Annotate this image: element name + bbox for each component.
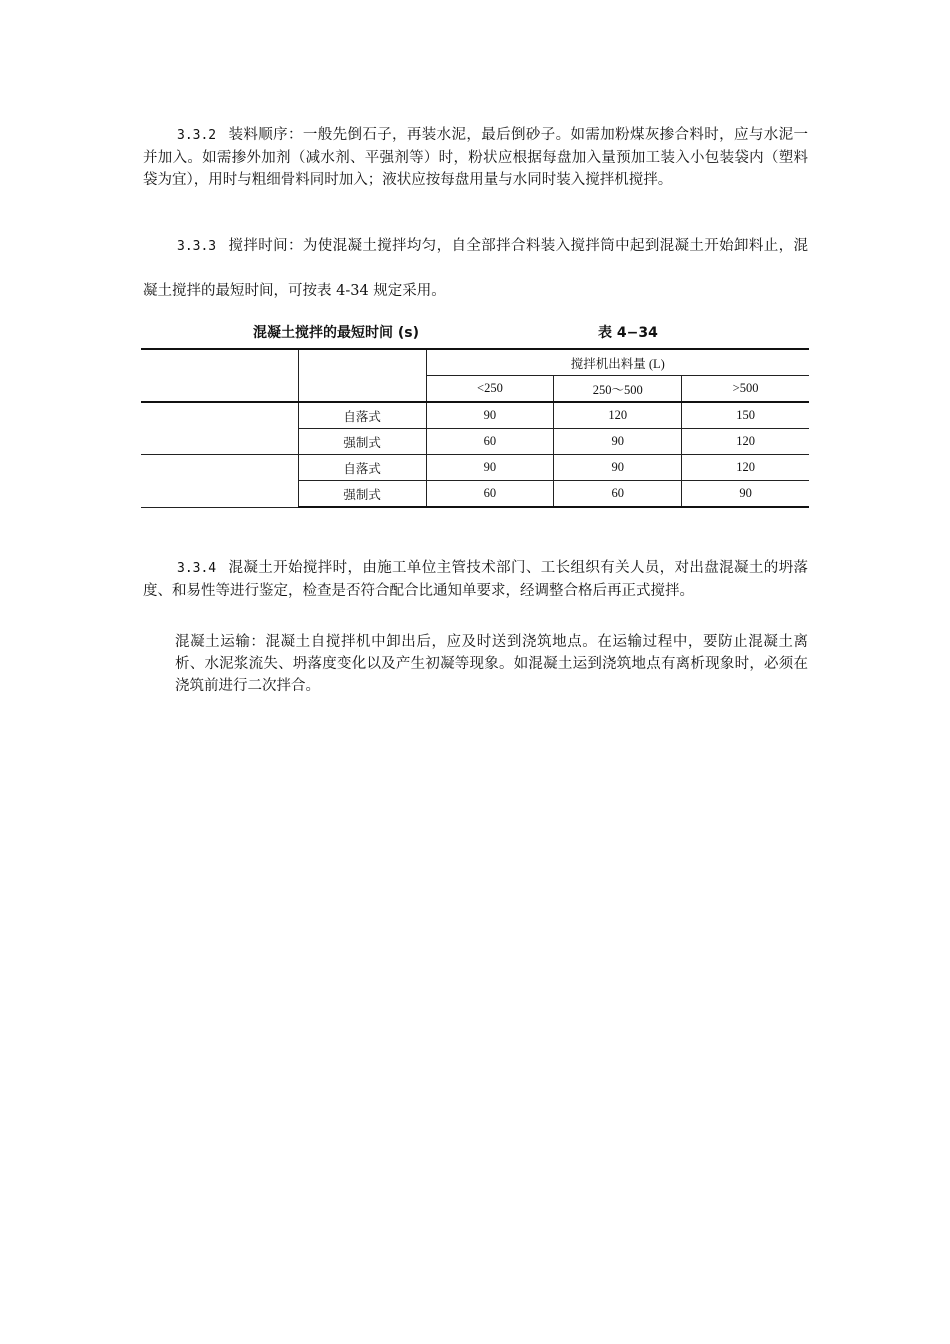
table-cell: 90 bbox=[426, 402, 554, 429]
table-group-cell bbox=[141, 402, 298, 455]
paragraph-3-3-4 bbox=[143, 557, 808, 602]
table-cell-type: 强制式 bbox=[298, 429, 426, 455]
table-cell-type: 自落式 bbox=[298, 402, 426, 429]
paragraph-text: 搅拌时间：为使混凝土搅拌均匀，自全部拌合料装入搅拌筒中起到混凝土开始卸料止，混凝土搅拌的最短时间，可按表 4-34 规定采用。 bbox=[143, 238, 808, 299]
table-cell: 90 bbox=[426, 455, 554, 481]
table-cell: 120 bbox=[554, 402, 682, 429]
table-corner-cell bbox=[298, 349, 426, 402]
table-caption-title: 混凝土搅拌的最短时间 (s) bbox=[253, 325, 420, 341]
table-cell: 90 bbox=[554, 455, 682, 481]
table-row bbox=[141, 455, 809, 481]
paragraph-transport bbox=[143, 631, 808, 697]
table-cell: 90 bbox=[682, 481, 809, 508]
paragraph-3-3-2 bbox=[143, 124, 808, 191]
table-column-header: >500 bbox=[682, 376, 809, 403]
table-group-cell bbox=[141, 455, 298, 508]
paragraph-3-3-3 bbox=[143, 224, 808, 313]
table-column-header: <250 bbox=[426, 376, 554, 403]
section-number: 3.3.4 bbox=[177, 561, 217, 576]
section-number: 3.3.2 bbox=[177, 128, 217, 143]
table-cell: 120 bbox=[682, 429, 809, 455]
table-row bbox=[141, 402, 809, 429]
section-number: 3.3.3 bbox=[177, 239, 217, 254]
table-cell-type: 自落式 bbox=[298, 455, 426, 481]
table-header-group: 搅拌机出料量 (L) bbox=[426, 349, 809, 376]
table-corner-cell bbox=[141, 349, 298, 402]
paragraph-text: 混凝土运输：混凝土自搅拌机中卸出后，应及时送到浇筑地点。在运输过程中，要防止混凝土离析、水泥浆流失、坍落度变化以及产生初凝等现象。如混凝土运到浇筑地点有离析现象时，必须在浇筑前进行二次拌合。 bbox=[175, 634, 808, 694]
paragraph-text: 装料顺序：一般先倒石子，再装水泥，最后倒砂子。如需加粉煤灰掺合料时，应与水泥一并加入。如需掺外加剂（减水剂、平强剂等）时，粉状应根据每盘加入量预加工装入小包装袋内（塑料袋为宜），用时与粗细骨料同时加入；液状应按每盘用量与水同时装入搅拌机搅拌。 bbox=[143, 127, 808, 188]
table-cell: 60 bbox=[426, 429, 554, 455]
mixing-time-table bbox=[141, 348, 809, 508]
table-cell: 60 bbox=[554, 481, 682, 508]
table-cell: 90 bbox=[554, 429, 682, 455]
table-cell: 60 bbox=[426, 481, 554, 508]
table-column-header: 250～500 bbox=[554, 376, 682, 403]
table-cell: 150 bbox=[682, 402, 809, 429]
table-cell-type: 强制式 bbox=[298, 481, 426, 508]
table-caption-number: 表 4−34 bbox=[598, 325, 658, 341]
paragraph-text: 混凝土开始搅拌时，由施工单位主管技术部门、工长组织有关人员，对出盘混凝土的坍落度、和易性等进行鉴定，检查是否符合配合比通知单要求，经调整合格后再正式搅拌。 bbox=[143, 560, 808, 599]
table-header-row bbox=[141, 349, 809, 376]
table-cell: 120 bbox=[682, 455, 809, 481]
